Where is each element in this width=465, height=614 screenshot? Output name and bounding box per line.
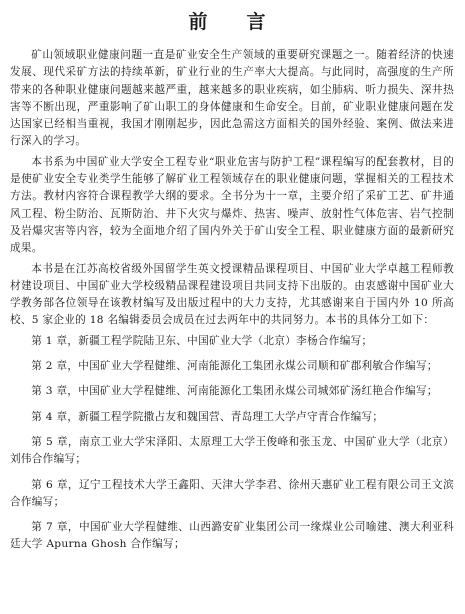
chapter-1-item: 第 1 章，新疆工程学院陆卫东、中国矿业大学（北京）李杨合作编写；	[31, 334, 373, 347]
chapter-7-item: 第 7 章，中国矿业大学程健维、山西潞安矿业集团公司一缘煤业公司喻建、澳大利亚科廷大学 Apurna Ghosh 合作编写；	[10, 521, 454, 551]
intro-paragraph: 矿山领域职业健康问题一直是矿业安全生产领域的重要研究课题之一。随着经济的快速发展、现代采矿方法的持续革新，矿业行业的生产率大大提高。与此同时，高强度的生产所带来的各种职业健康问题越来越严重，越来越多的职业疾病，如尘肺病、听力损失、深井热害等不断出现，严重影响了矿山职工的身体健康和生命安全。目前，矿业职业健康问题在发达国家已经相当重视，我国才刚刚起步，因此急需这方面相关的国外经验、案例、做法来进行深入的学习。	[10, 49, 454, 148]
chapter-division-list	[10, 333, 454, 554]
textbook-purpose-paragraph: 本书系为中国矿业大学安全工程专业“职业危害与防护工程”课程编写的配套教材，目的是使矿业安全专业类学生能够了解矿业工程领域存在的职业健康问题，掌握相关的工程技术方法。教材内容符合课程教学大纲的要求。全书分为十一章，主要介绍了采矿工艺、矿井通风工程、粉尘防治、瓦斯防治、井下火灾与爆炸、热害、噪声、放射性气体危害、岩气控制及岩爆灾害等内容，较为全面地介绍了国内外关于矿山安全工程、职业健康方面的最新研究成果。	[10, 155, 454, 255]
chapter-5-item: 第 5 章，南京工业大学宋泽阳、太原理工大学王俊峰和张玉龙、中国矿业大学（北京）刘伟合作编写；	[10, 435, 454, 466]
page-title: 前 言	[188, 11, 276, 33]
acknowledgement-paragraph: 本书是在江苏高校省级外国留学生英文授课精品课程项目、中国矿业大学卓越工程师教材建设项目、中国矿业大学校级精品课程建设项目共同支持下出版的。由衷感谢中国矿业大学教务部各位领导在该教材编写及出版过程中的大力支持，尤其感谢来自于国内外 10 所高校、5 家企业的 18 名编辑委员会成员在过去两年中的共同努力。本书的具体分工如下：	[10, 262, 454, 327]
chapter-4-item: 第 4 章，新疆工程学院撒占友和魏国营、青岛理工大学卢守青合作编写；	[31, 410, 384, 423]
chapter-6-item: 第 6 章，辽宁工程技术大学王鑫阳、天津大学李君、徐州天惠矿业工程有限公司王文滨合作编写；	[10, 478, 454, 508]
chapter-3-item: 第 3 章，中国矿业大学程健维、河南能源化工集团永煤公司城郊矿汤红艳合作编写；	[31, 385, 438, 398]
chapter-2-item: 第 2 章，中国矿业大学程健维、河南能源化工集团永煤公司顺和矿郡利敏合作编写；	[31, 360, 438, 373]
